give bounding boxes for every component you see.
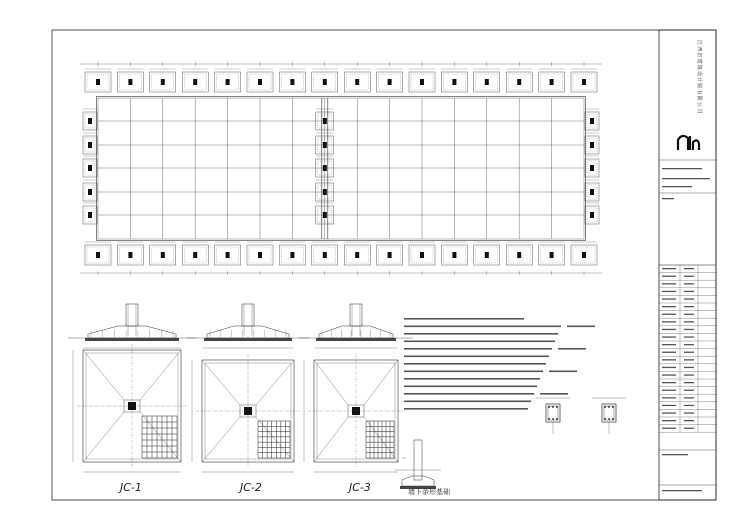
strip-footing bbox=[402, 476, 434, 486]
tb-cell-text bbox=[662, 321, 676, 322]
column bbox=[88, 189, 92, 195]
institute-name-vertical: 江西省建筑设计院有限公司 bbox=[696, 40, 702, 115]
jc1-label: JC-1 bbox=[120, 481, 142, 494]
note-line bbox=[404, 393, 534, 395]
tb-cell-text bbox=[662, 314, 676, 315]
column bbox=[388, 79, 392, 85]
slope-line bbox=[364, 417, 398, 462]
column bbox=[323, 165, 327, 171]
column bbox=[517, 79, 521, 85]
slope-line bbox=[202, 417, 240, 462]
footing-section bbox=[207, 326, 289, 338]
column bbox=[323, 79, 327, 85]
tb-cell-text bbox=[684, 412, 694, 413]
column bbox=[590, 142, 594, 148]
tb-cell-text bbox=[662, 359, 676, 360]
tb-cell-text bbox=[662, 291, 676, 292]
strip-wall bbox=[414, 440, 422, 480]
column-section-details bbox=[536, 398, 626, 434]
general-notes bbox=[404, 318, 595, 410]
note-line bbox=[404, 363, 546, 365]
column bbox=[550, 79, 554, 85]
tb-text bbox=[662, 186, 692, 187]
tb-cell-text bbox=[684, 367, 694, 368]
pedestal-section bbox=[242, 304, 254, 326]
tb-cell-text bbox=[662, 367, 676, 368]
slope-line bbox=[202, 360, 240, 405]
tb-cell-text bbox=[662, 405, 676, 406]
column bbox=[452, 252, 456, 258]
footing-jc1-detail bbox=[68, 304, 196, 472]
tb-cell-text bbox=[684, 405, 694, 406]
tb-cell-text bbox=[662, 298, 676, 299]
tb-cell-text bbox=[662, 352, 676, 353]
tb-cell-text bbox=[684, 268, 694, 269]
footing-section bbox=[88, 326, 176, 338]
tb-cell-text bbox=[662, 382, 676, 383]
tb-cell-text bbox=[662, 276, 676, 277]
column bbox=[323, 189, 327, 195]
note-line bbox=[404, 348, 552, 350]
tb-cell-text bbox=[684, 291, 694, 292]
company-logo bbox=[674, 132, 700, 154]
tb-cell-text bbox=[684, 359, 694, 360]
cushion-layer bbox=[204, 338, 292, 341]
exterior-wall bbox=[97, 97, 586, 241]
tb-cell-text bbox=[684, 306, 694, 307]
note-line-extra bbox=[558, 348, 586, 350]
jc2-label: JC-2 bbox=[240, 481, 262, 494]
rebar-dot bbox=[548, 418, 550, 420]
slope-line bbox=[83, 350, 124, 400]
column bbox=[88, 165, 92, 171]
rebar-dot bbox=[552, 406, 554, 408]
column bbox=[590, 118, 594, 124]
cushion-layer bbox=[316, 338, 396, 341]
tb-text bbox=[662, 198, 674, 199]
footing-jc3-detail bbox=[299, 304, 413, 472]
column bbox=[388, 252, 392, 258]
tb-cell-text bbox=[662, 306, 676, 307]
column bbox=[550, 252, 554, 258]
rebar-dot bbox=[604, 418, 606, 420]
slope-line bbox=[140, 412, 181, 462]
column bbox=[128, 79, 132, 85]
tb-cell-text bbox=[684, 276, 694, 277]
column bbox=[226, 252, 230, 258]
slope-line bbox=[314, 417, 348, 462]
rebar-dot bbox=[556, 406, 558, 408]
note-line bbox=[404, 408, 528, 410]
tb-text bbox=[662, 490, 702, 491]
slope-line bbox=[256, 360, 294, 405]
footing-jc2-detail bbox=[187, 304, 309, 472]
rebar-dot bbox=[556, 418, 558, 420]
jc3-label: JC-3 bbox=[349, 481, 371, 494]
column bbox=[88, 118, 92, 124]
column bbox=[88, 142, 92, 148]
tb-cell-text bbox=[684, 329, 694, 330]
column bbox=[161, 79, 165, 85]
tb-cell-text bbox=[662, 268, 676, 269]
column bbox=[323, 212, 327, 218]
tb-text bbox=[662, 168, 702, 169]
tb-cell-text bbox=[684, 321, 694, 322]
column bbox=[290, 252, 294, 258]
tb-cell-text bbox=[662, 344, 676, 345]
rebar-dot bbox=[548, 406, 550, 408]
rebar-dot bbox=[612, 418, 614, 420]
column bbox=[323, 252, 327, 258]
tb-cell-text bbox=[684, 420, 694, 421]
pedestal-section bbox=[126, 304, 138, 326]
slope-line bbox=[83, 412, 124, 462]
strip-footing-label: 墙下条形基础 bbox=[408, 488, 450, 496]
stirrup bbox=[604, 406, 614, 420]
tb-cell-text bbox=[684, 374, 694, 375]
tb-text bbox=[662, 178, 710, 179]
slope-line bbox=[140, 350, 181, 400]
column bbox=[290, 79, 294, 85]
column bbox=[590, 189, 594, 195]
column bbox=[96, 79, 100, 85]
tb-cell-text bbox=[684, 352, 694, 353]
note-line bbox=[404, 333, 558, 335]
note-line bbox=[404, 356, 549, 358]
slope-line bbox=[364, 360, 398, 405]
slope-line bbox=[314, 360, 348, 405]
rebar-dot bbox=[608, 406, 610, 408]
note-line bbox=[404, 371, 543, 373]
column bbox=[582, 252, 586, 258]
note-line bbox=[404, 378, 540, 380]
column bbox=[485, 79, 489, 85]
cushion-layer bbox=[85, 338, 179, 341]
strip-footing-detail bbox=[395, 440, 441, 489]
rebar-dot bbox=[604, 406, 606, 408]
column bbox=[517, 252, 521, 258]
column bbox=[88, 212, 92, 218]
note-line-extra bbox=[549, 371, 577, 373]
rebar-dot bbox=[608, 418, 610, 420]
column bbox=[420, 79, 424, 85]
note-line bbox=[404, 318, 524, 320]
column bbox=[96, 252, 100, 258]
tb-cell-text bbox=[684, 283, 694, 284]
column bbox=[226, 79, 230, 85]
slope-line bbox=[256, 417, 294, 462]
column bbox=[582, 79, 586, 85]
tb-cell-text bbox=[684, 390, 694, 391]
note-line bbox=[404, 326, 561, 328]
foundation-plan bbox=[80, 62, 602, 275]
column bbox=[323, 142, 327, 148]
tb-cell-text bbox=[684, 336, 694, 337]
column bbox=[355, 79, 359, 85]
note-line bbox=[404, 386, 537, 388]
footing-section bbox=[319, 326, 393, 338]
column bbox=[355, 252, 359, 258]
rebar-dot bbox=[612, 406, 614, 408]
rebar-dot bbox=[552, 418, 554, 420]
tb-cell-text bbox=[684, 428, 694, 429]
tb-cell-text bbox=[684, 397, 694, 398]
note-line bbox=[404, 401, 531, 403]
pedestal-section bbox=[350, 304, 362, 326]
column bbox=[258, 252, 262, 258]
column bbox=[590, 165, 594, 171]
stirrup bbox=[548, 406, 558, 420]
column bbox=[193, 252, 197, 258]
column bbox=[420, 252, 424, 258]
tb-text bbox=[662, 454, 688, 455]
tb-cell-text bbox=[684, 314, 694, 315]
note-line-extra bbox=[567, 326, 595, 328]
tb-cell-text bbox=[662, 428, 676, 429]
column bbox=[161, 252, 165, 258]
tb-cell-text bbox=[662, 336, 676, 337]
tb-cell-text bbox=[684, 344, 694, 345]
tb-cell-text bbox=[662, 283, 676, 284]
column bbox=[258, 79, 262, 85]
column bbox=[128, 252, 132, 258]
column bbox=[193, 79, 197, 85]
column bbox=[323, 118, 327, 124]
tb-cell-text bbox=[684, 298, 694, 299]
tb-cell-text bbox=[662, 397, 676, 398]
column bbox=[485, 252, 489, 258]
title-block bbox=[659, 160, 716, 491]
tb-cell-text bbox=[662, 420, 676, 421]
tb-cell-text bbox=[662, 390, 676, 391]
note-line-extra bbox=[540, 393, 568, 395]
column bbox=[452, 79, 456, 85]
tb-cell-text bbox=[662, 329, 676, 330]
column bbox=[590, 212, 594, 218]
note-line bbox=[404, 341, 555, 343]
tb-cell-text bbox=[662, 412, 676, 413]
tb-cell-text bbox=[684, 382, 694, 383]
tb-cell-text bbox=[662, 374, 676, 375]
